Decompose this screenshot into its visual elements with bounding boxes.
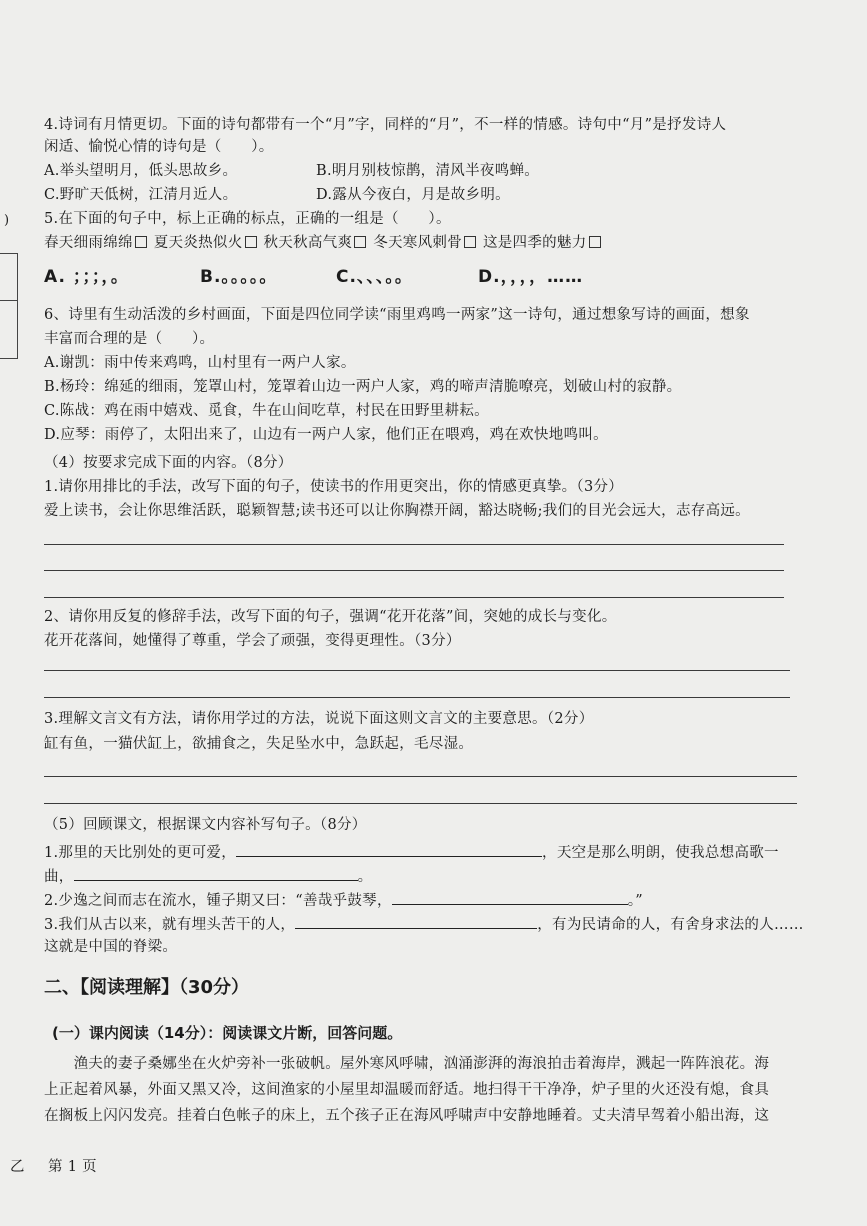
part4-q3-text: 缸有鱼，一猫伏缸上，欲捕食之，失足坠水中，急跃起，毛尽湿。 <box>44 736 474 752</box>
q4-stem-line1: 4.诗词有月情更切。下面的诗句都带有一个“月”字，同样的“月”，不一样的情感。诗句中“月”是抒发诗人 <box>44 117 727 133</box>
part5-q1-line1 <box>44 842 779 862</box>
part5-q2-start: 2.少逸之间而志在流水，锺子期又曰：“善哉乎鼓琴， <box>44 893 392 909</box>
margin-bracket: ) <box>4 213 10 228</box>
part5-q1-line2 <box>44 866 372 886</box>
q5-clause-4: 冬天寒风刺骨 <box>373 235 463 251</box>
q5-option-a: A. ；；；，。 <box>44 267 129 287</box>
part5-heading: （5）回顾课文，根据课文内容补写句子。（8分） <box>44 817 367 833</box>
part5-q2 <box>44 890 643 910</box>
part4-q1-text: 爱上读书，会让你思维活跃，聪颖智慧;读书还可以让你胸襟开阔，豁达晓畅;我们的目光会远大，志存高远。 <box>44 503 750 519</box>
part5-q1-end-suffix: 。 <box>357 869 373 885</box>
section2-sub1: (一）课内阅读（14分）：阅读课文片断，回答问题。 <box>52 1024 403 1042</box>
margin-mark <box>0 300 18 301</box>
margin-mark <box>17 253 18 358</box>
part4-q2-stem: 2、请你用反复的修辞手法，改写下面的句子，强调“花开花落”间，突她的成长与变化。 <box>44 609 617 625</box>
part4-q3-stem: 3.理解文言文有方法，请你用学过的方法，说说下面这则文言文的主要意思。（2分） <box>44 711 594 727</box>
q5-option-d: D.，，，，…… <box>478 267 584 287</box>
q4-stem-line2: 闲适、愉悦心情的诗句是（ ）。 <box>44 139 274 155</box>
q5-clause-3: 秋天秋高气爽 <box>263 235 353 251</box>
q5-clause-1: 春天细雨绵绵 <box>44 235 133 251</box>
punctuation-box <box>354 236 366 248</box>
q6-option-d: D.应琴：雨停了，太阳出来了，山边有一两户人家，他们正在喂鸡，鸡在欢快地鸣叫。 <box>44 427 608 443</box>
part5-q2-end: 。” <box>627 893 644 909</box>
part5-q3-line1 <box>44 914 804 934</box>
q6-stem-line2: 丰富而合理的是（ ）。 <box>44 331 215 347</box>
section2-heading: 二、【阅读理解】（30分） <box>44 977 250 998</box>
q4-option-c: C.野旷天低树，江清月近人。 <box>44 187 238 203</box>
passage-line3: 在搁板上闪闪发亮。挂着白色帐子的床上，五个孩子正在海风呼啸声中安静地睡着。丈夫清早驾着小船出海，这 <box>44 1108 770 1124</box>
q6-option-c: C.陈战：鸡在雨中嬉戏、觅食，牛在山间吃草，村民在田野里耕耘。 <box>44 403 489 419</box>
fill-blank[interactable] <box>392 890 628 905</box>
q6-option-b: B.杨玲：绵延的细雨，笼罩山村，笼罩着山边一两户人家，鸡的啼声清脆嘹亮，划破山村的寂静。 <box>44 379 682 395</box>
q5-sentence <box>44 234 603 252</box>
q5-clause-2: 夏天炎热似火 <box>153 235 243 251</box>
q6-option-a: A.谢凯：雨中传来鸡鸣，山村里有一两户人家。 <box>44 355 356 371</box>
page-number: 第 1 页 <box>48 1159 97 1175</box>
part5-q1-end-prefix: 曲， <box>44 869 74 885</box>
answer-line[interactable] <box>44 570 784 571</box>
passage-line1: 渔夫的妻子桑娜坐在火炉旁补一张破帆。屋外寒风呼啸，汹涌澎湃的海浪拍击着海岸，溅起一阵阵浪花。海 <box>44 1056 770 1072</box>
footer-side-char: 乙 <box>10 1159 25 1175</box>
answer-line[interactable] <box>44 803 797 804</box>
answer-line[interactable] <box>44 697 790 698</box>
margin-mark <box>0 358 18 359</box>
q4-option-a: A.举头望明月，低头思故乡。 <box>44 163 238 179</box>
q5-option-c: C.、、、。。 <box>336 267 413 287</box>
fill-blank[interactable] <box>74 866 358 881</box>
q4-option-d: D.露从今夜白，月是故乡明。 <box>316 187 510 203</box>
q4-option-b: B.明月别枝惊鹊，清风半夜鸣蝉。 <box>316 163 540 179</box>
answer-line[interactable] <box>44 544 784 545</box>
q5-stem: 5.在下面的句子中，标上正确的标点，正确的一组是（ ）。 <box>44 211 451 227</box>
answer-line[interactable] <box>44 597 784 598</box>
part4-q2-text: 花开花落间，她懂得了尊重，学会了顽强，变得更理性。（3分） <box>44 633 461 649</box>
part4-heading: （4）按要求完成下面的内容。（8分） <box>44 455 293 471</box>
answer-line[interactable] <box>44 776 797 777</box>
part5-q1-start: 1.那里的天比别处的更可爱， <box>44 845 237 861</box>
q5-clause-5: 这是四季的魅力 <box>482 235 587 251</box>
q6-stem-line1: 6、诗里有生动活泼的乡村画面，下面是四位同学读“雨里鸡鸣一两家”这一诗句，通过想象写诗的画面，想象 <box>44 307 750 323</box>
part5-q3-end: 这就是中国的脊梁。 <box>44 939 178 955</box>
part5-q1-mid: ，天空是那么明朗，使我总想高歌一 <box>542 845 779 861</box>
fill-blank[interactable] <box>295 914 537 929</box>
passage-line2: 上正起着风暴，外面又黑又冷，这间渔家的小屋里却温暖而舒适。地扫得干干净净，炉子里的火还没有熄，食具 <box>44 1082 770 1098</box>
margin-mark <box>0 253 18 254</box>
punctuation-box <box>135 236 147 248</box>
q5-option-b: B.。。。。。 <box>200 267 278 287</box>
punctuation-box <box>245 236 257 248</box>
punctuation-box <box>589 236 601 248</box>
part4-q1-stem: 1.请你用排比的手法，改写下面的句子，使读书的作用更突出，你的情感更真挚。（3分） <box>44 479 624 495</box>
part5-q3-start: 3.我们从古以来，就有埋头苦干的人， <box>44 917 296 933</box>
answer-line[interactable] <box>44 670 790 671</box>
punctuation-box <box>464 236 476 248</box>
part5-q3-mid: ，有为民请命的人，有舍身求法的人…… <box>537 917 804 933</box>
fill-blank[interactable] <box>236 842 542 857</box>
